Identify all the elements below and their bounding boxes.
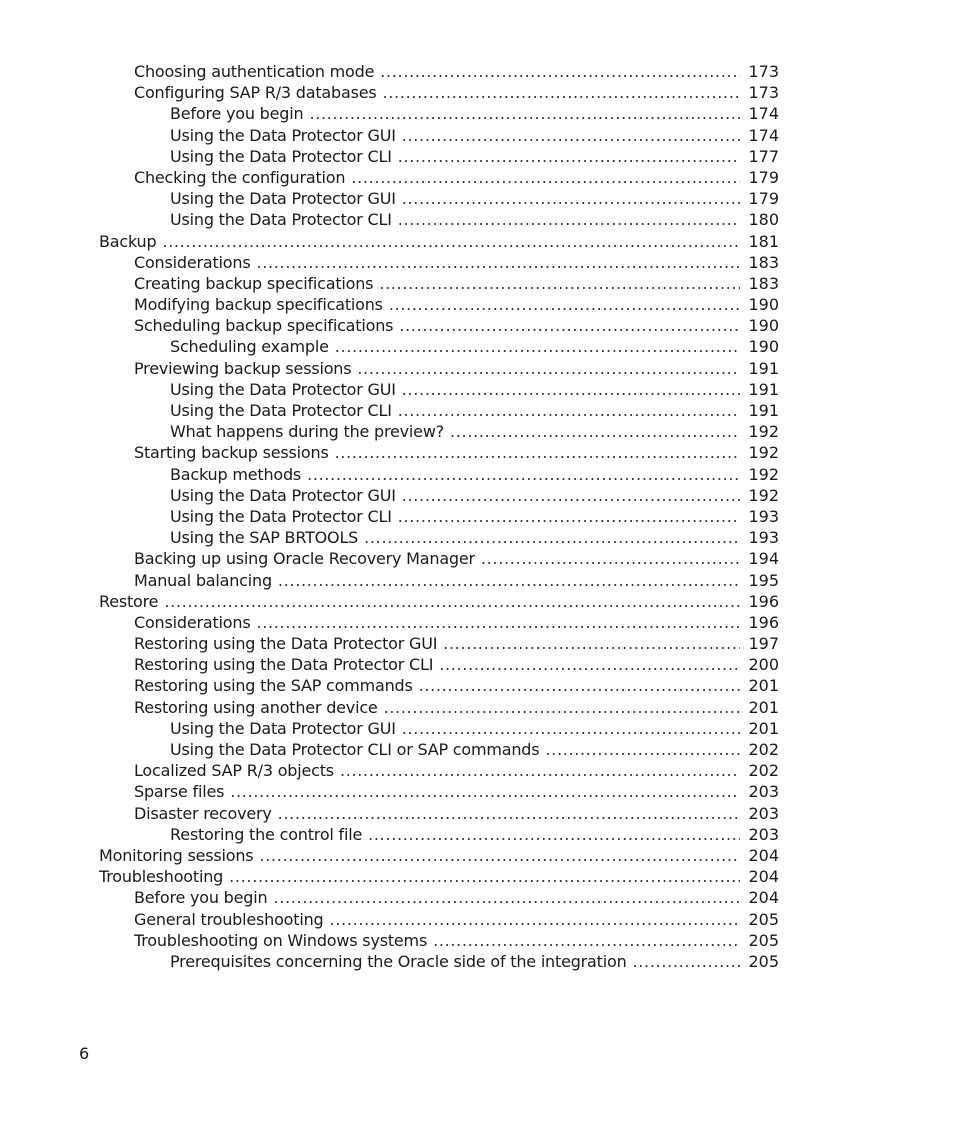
dot-leader bbox=[398, 146, 740, 167]
toc-entry[interactable] bbox=[0, 654, 779, 675]
dot-leader bbox=[481, 548, 740, 569]
toc-entry[interactable] bbox=[0, 209, 779, 230]
dot-leader bbox=[335, 442, 740, 463]
toc-entry-page: 192 bbox=[748, 464, 779, 484]
toc-entry-page: 183 bbox=[748, 273, 779, 293]
toc-entry-title: Restoring using the Data Protector CLI bbox=[134, 655, 434, 675]
toc-entry[interactable] bbox=[0, 845, 779, 866]
dot-leader bbox=[419, 675, 740, 696]
toc-entry[interactable] bbox=[0, 633, 779, 654]
toc-entry[interactable] bbox=[0, 866, 779, 887]
dot-leader bbox=[278, 803, 740, 824]
toc-entry[interactable] bbox=[0, 887, 779, 908]
toc-entry-page: 190 bbox=[748, 337, 779, 357]
toc-entry-title: Using the Data Protector CLI bbox=[170, 506, 392, 526]
toc-entry[interactable] bbox=[0, 125, 779, 146]
toc-entry-page: 197 bbox=[748, 634, 779, 654]
toc-entry-page: 205 bbox=[748, 909, 779, 929]
toc-entry-title: Modifying backup specifications bbox=[134, 295, 383, 315]
toc-entry[interactable] bbox=[0, 315, 779, 336]
dot-leader bbox=[162, 231, 740, 252]
toc-entry-title: Before you begin bbox=[170, 104, 304, 124]
toc-entry[interactable] bbox=[0, 379, 779, 400]
dot-leader bbox=[389, 294, 740, 315]
toc-entry[interactable] bbox=[0, 760, 779, 781]
toc-entry[interactable] bbox=[0, 803, 779, 824]
dot-leader bbox=[335, 336, 740, 357]
dot-leader bbox=[402, 188, 740, 209]
toc-entry-page: 202 bbox=[748, 761, 779, 781]
toc-entry-page: 194 bbox=[748, 549, 779, 569]
toc-entry-page: 181 bbox=[748, 231, 779, 251]
dot-leader bbox=[398, 209, 740, 230]
dot-leader bbox=[433, 930, 740, 951]
toc-entry-title: Manual balancing bbox=[134, 570, 272, 590]
dot-leader bbox=[259, 845, 740, 866]
toc-entry[interactable] bbox=[0, 739, 779, 760]
dot-leader bbox=[402, 485, 740, 506]
toc-entry-title: Using the Data Protector CLI or SAP commands bbox=[170, 740, 540, 759]
toc-entry-page: 174 bbox=[748, 125, 779, 145]
toc-entry-title: Considerations bbox=[134, 252, 251, 272]
toc-entry-title: Using the SAP BRTOOLS bbox=[170, 528, 359, 548]
dot-leader bbox=[398, 506, 740, 527]
toc-entry-title: Restoring using the Data Protector GUI bbox=[134, 634, 438, 654]
dot-leader bbox=[383, 82, 740, 103]
toc-entry-title: Restore bbox=[99, 591, 159, 611]
toc-entry-page: 201 bbox=[748, 676, 779, 696]
toc-entry-page: 183 bbox=[748, 252, 779, 272]
dot-leader bbox=[309, 103, 740, 124]
toc-entry-title: Disaster recovery bbox=[134, 803, 272, 823]
dot-leader bbox=[379, 273, 740, 294]
dot-leader bbox=[384, 697, 740, 718]
toc-entry[interactable] bbox=[0, 548, 779, 569]
toc-entry-page: 202 bbox=[748, 740, 779, 759]
toc-entry-title: General troubleshooting bbox=[134, 909, 324, 929]
toc-entry[interactable] bbox=[0, 61, 779, 82]
toc-entry-page: 173 bbox=[748, 83, 779, 103]
toc-entry-page: 177 bbox=[748, 146, 779, 166]
toc-entry-title: Localized SAP R/3 objects bbox=[134, 761, 334, 781]
toc-entry-page: 196 bbox=[748, 591, 779, 611]
toc-entry-page: 201 bbox=[748, 697, 779, 717]
dot-leader bbox=[278, 570, 740, 591]
dot-leader bbox=[273, 887, 740, 908]
toc-entry-page: 191 bbox=[748, 358, 779, 378]
toc-entry-page: 204 bbox=[748, 888, 779, 908]
toc-entry-page: 204 bbox=[748, 845, 779, 865]
dot-leader bbox=[380, 61, 740, 82]
toc-entry-page: 179 bbox=[748, 189, 779, 209]
toc-entry-page: 192 bbox=[748, 485, 779, 505]
toc-entry-page: 203 bbox=[748, 782, 779, 802]
dot-leader bbox=[633, 951, 740, 972]
toc-entry-page: 195 bbox=[748, 570, 779, 590]
toc-entry-title: Using the Data Protector CLI bbox=[170, 401, 392, 420]
dot-leader bbox=[256, 612, 740, 633]
toc-entry[interactable] bbox=[0, 188, 779, 209]
toc-entry-page: 200 bbox=[748, 655, 779, 675]
toc-entry-page: 190 bbox=[748, 316, 779, 336]
dot-leader bbox=[443, 633, 740, 654]
toc-entry-title: Using the Data Protector GUI bbox=[170, 125, 396, 145]
dot-leader bbox=[398, 400, 740, 421]
toc-entry-title: Checking the configuration bbox=[134, 167, 346, 187]
toc-entry-title: Scheduling backup specifications bbox=[134, 316, 394, 336]
toc-entry[interactable] bbox=[0, 103, 779, 124]
toc-entry-title: Sparse files bbox=[134, 782, 225, 802]
dot-leader bbox=[450, 421, 740, 442]
toc-entry-page: 205 bbox=[748, 951, 779, 971]
toc-entry-page: 193 bbox=[748, 528, 779, 548]
toc-entry[interactable] bbox=[0, 506, 779, 527]
toc-entry-page: 191 bbox=[748, 401, 779, 420]
toc-entry[interactable] bbox=[0, 400, 779, 421]
toc-entry[interactable] bbox=[0, 675, 779, 696]
dot-leader bbox=[357, 358, 740, 379]
toc-entry[interactable] bbox=[0, 252, 779, 273]
toc-entry-title: Using the Data Protector GUI bbox=[170, 485, 396, 505]
toc-entry-title: Troubleshooting bbox=[99, 867, 224, 887]
toc-entry-title: Using the Data Protector GUI bbox=[170, 189, 396, 209]
toc-entry-page: 179 bbox=[748, 167, 779, 187]
toc-entry-page: 193 bbox=[748, 506, 779, 526]
dot-leader bbox=[307, 464, 740, 485]
toc-entry-title: Restoring using the SAP commands bbox=[134, 676, 413, 696]
toc-entry-page: 173 bbox=[748, 62, 779, 81]
toc-entry-page: 196 bbox=[748, 612, 779, 632]
dot-leader bbox=[351, 167, 740, 188]
toc-entry-page: 192 bbox=[748, 443, 779, 463]
toc-entry[interactable] bbox=[0, 421, 779, 442]
toc-entry-page: 180 bbox=[748, 210, 779, 230]
toc-entry-title: Starting backup sessions bbox=[134, 443, 329, 463]
toc-entry-title: Using the Data Protector GUI bbox=[170, 379, 396, 399]
dot-leader bbox=[402, 379, 740, 400]
toc-entry-title: Choosing authentication mode bbox=[134, 62, 375, 81]
toc-entry[interactable] bbox=[0, 442, 779, 463]
toc-entry-title: Prerequisites concerning the Oracle side of the integration bbox=[170, 951, 627, 971]
table-of-contents bbox=[0, 61, 954, 972]
toc-entry[interactable] bbox=[0, 697, 779, 718]
toc-entry[interactable] bbox=[0, 930, 779, 951]
dot-leader bbox=[256, 252, 740, 273]
toc-entry-title: Previewing backup sessions bbox=[134, 358, 352, 378]
dot-leader bbox=[330, 909, 741, 930]
toc-entry-title: Considerations bbox=[134, 612, 251, 632]
toc-entry-page: 203 bbox=[748, 803, 779, 823]
toc-entry-page: 201 bbox=[748, 718, 779, 738]
dot-leader bbox=[545, 739, 740, 760]
toc-entry[interactable] bbox=[0, 82, 779, 103]
toc-entry[interactable] bbox=[0, 231, 779, 252]
toc-entry[interactable] bbox=[0, 336, 779, 357]
toc-entry-page: 174 bbox=[748, 104, 779, 124]
toc-entry-page: 203 bbox=[748, 824, 779, 844]
toc-entry-title: Restoring using another device bbox=[134, 697, 378, 717]
toc-entry[interactable] bbox=[0, 167, 779, 188]
dot-leader bbox=[364, 527, 740, 548]
page-number: 6 bbox=[79, 1044, 90, 1063]
toc-entry[interactable] bbox=[0, 464, 779, 485]
dot-leader bbox=[439, 654, 740, 675]
toc-entry[interactable] bbox=[0, 781, 779, 802]
toc-entry-page: 205 bbox=[748, 930, 779, 950]
toc-entry[interactable] bbox=[0, 951, 779, 972]
toc-entry-title: Before you begin bbox=[134, 888, 268, 908]
dot-leader bbox=[229, 866, 740, 887]
dot-leader bbox=[402, 718, 740, 739]
toc-entry[interactable] bbox=[0, 485, 779, 506]
dot-leader bbox=[368, 824, 740, 845]
toc-entry-page: 204 bbox=[748, 867, 779, 887]
toc-entry[interactable] bbox=[0, 591, 779, 612]
dot-leader bbox=[340, 760, 740, 781]
toc-entry[interactable] bbox=[0, 570, 779, 591]
toc-entry-title: Backup bbox=[99, 231, 157, 251]
toc-entry[interactable] bbox=[0, 527, 779, 548]
toc-entry[interactable] bbox=[0, 612, 779, 633]
toc-entry-title: Using the Data Protector GUI bbox=[170, 718, 396, 738]
toc-entry-page: 191 bbox=[748, 379, 779, 399]
toc-entry[interactable] bbox=[0, 358, 779, 379]
toc-entry-title: What happens during the preview? bbox=[170, 422, 444, 442]
dot-leader bbox=[399, 315, 740, 336]
toc-entry-title: Restoring the control file bbox=[170, 824, 363, 844]
toc-entry[interactable] bbox=[0, 824, 779, 845]
toc-entry-title: Configuring SAP R/3 databases bbox=[134, 83, 377, 103]
toc-entry-page: 192 bbox=[748, 422, 779, 442]
toc-entry-page: 190 bbox=[748, 295, 779, 315]
toc-entry-title: Using the Data Protector CLI bbox=[170, 146, 392, 166]
toc-entry[interactable] bbox=[0, 273, 779, 294]
toc-entry[interactable] bbox=[0, 718, 779, 739]
dot-leader bbox=[164, 591, 740, 612]
toc-entry[interactable] bbox=[0, 909, 779, 930]
toc-entry-title: Backup methods bbox=[170, 464, 302, 484]
dot-leader bbox=[230, 781, 740, 802]
toc-entry-title: Using the Data Protector CLI bbox=[170, 210, 392, 230]
toc-entry-title: Troubleshooting on Windows systems bbox=[134, 930, 428, 950]
toc-entry-title: Scheduling example bbox=[170, 337, 329, 357]
toc-entry[interactable] bbox=[0, 294, 779, 315]
toc-entry-title: Creating backup specifications bbox=[134, 273, 374, 293]
dot-leader bbox=[402, 125, 740, 146]
toc-entry-title: Monitoring sessions bbox=[99, 845, 254, 865]
toc-entry-title: Backing up using Oracle Recovery Manager bbox=[134, 549, 475, 569]
toc-entry[interactable] bbox=[0, 146, 779, 167]
